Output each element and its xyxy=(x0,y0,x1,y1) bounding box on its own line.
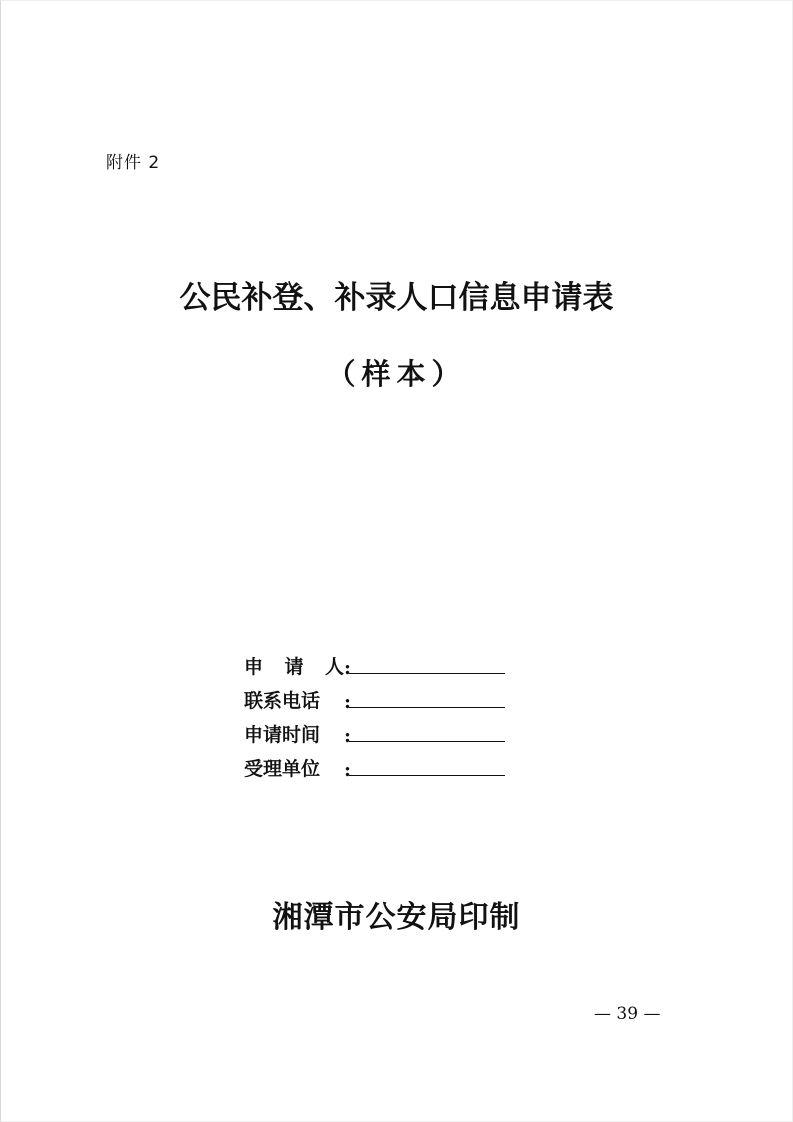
field-row-unit xyxy=(244,747,505,781)
printer-credit: 湘潭市公安局印制 xyxy=(272,900,521,935)
page-number: — 39 — xyxy=(594,1004,661,1024)
document-title: 公民补登、补录人口信息申请表 xyxy=(179,280,614,316)
attachment-label: 附件 2 xyxy=(106,153,161,173)
field-colon: : xyxy=(344,691,352,713)
field-row-date xyxy=(244,713,505,747)
date-blank-line[interactable] xyxy=(349,740,505,742)
field-label-unit: 受理单位 xyxy=(244,758,321,780)
applicant-info-fields xyxy=(244,645,505,781)
field-colon: : xyxy=(344,759,352,781)
field-colon: : xyxy=(344,657,352,679)
field-row-phone xyxy=(244,679,505,713)
field-label-date: 申请时间 xyxy=(244,724,321,746)
phone-blank-line[interactable] xyxy=(349,706,505,708)
field-label-applicant: 申 请 人 xyxy=(244,656,344,678)
field-row-applicant xyxy=(244,645,505,679)
document-subtitle: （样本） xyxy=(326,357,467,391)
field-label-phone: 联系电话 xyxy=(244,690,321,712)
field-colon: : xyxy=(344,725,352,747)
unit-blank-line[interactable] xyxy=(349,774,505,776)
applicant-blank-line[interactable] xyxy=(349,672,505,674)
